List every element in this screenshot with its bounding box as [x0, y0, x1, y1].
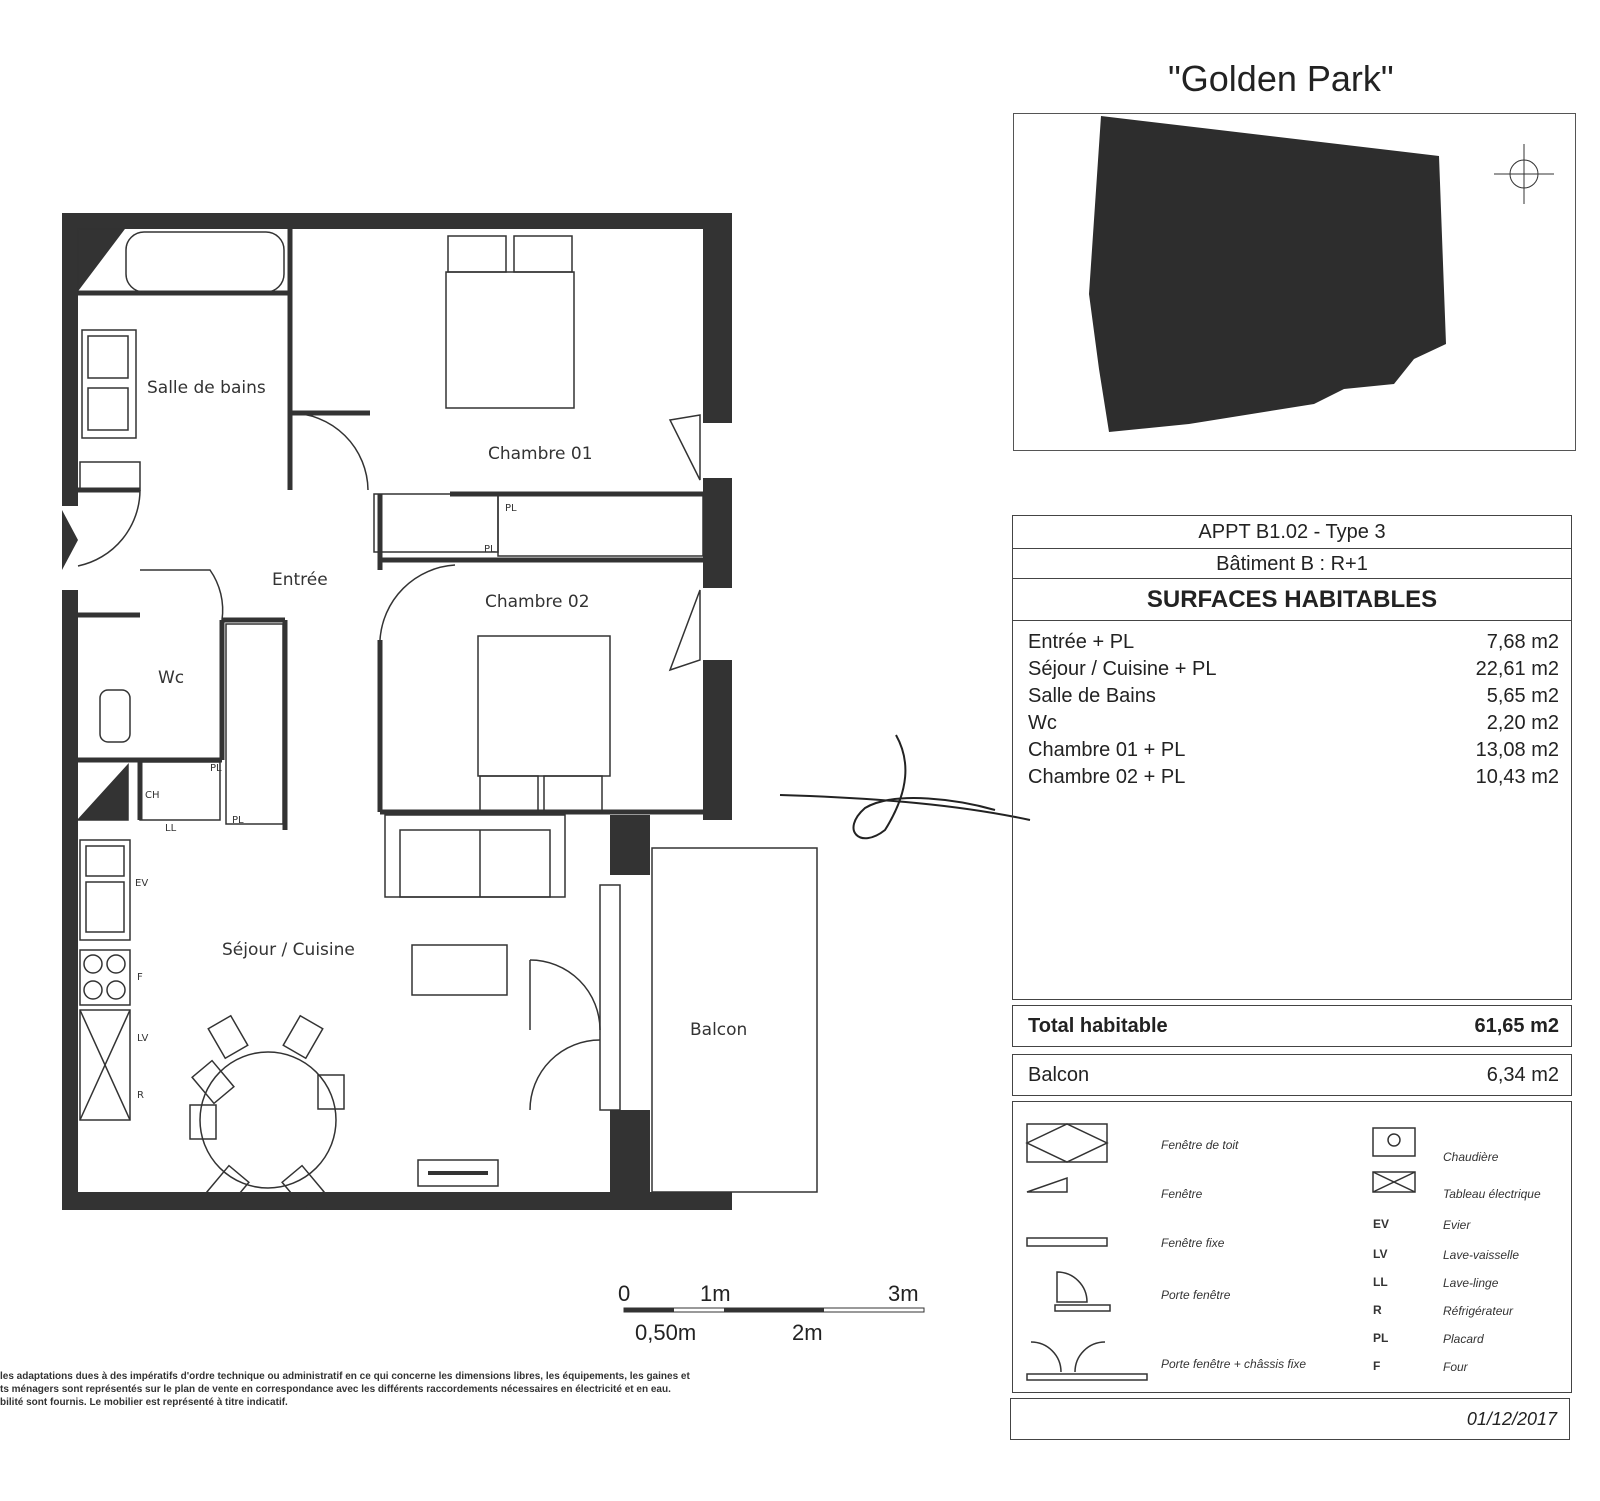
legend-tableau-electrique: Tableau électrique: [1443, 1187, 1541, 1201]
scale-label-0: 0: [618, 1281, 631, 1306]
room-label-balcon: Balcon: [690, 1020, 748, 1040]
french-window-fixed-frame-symbol-icon: [1027, 1342, 1147, 1380]
project-title: "Golden Park": [1168, 58, 1394, 99]
bed-chambre-01: [446, 272, 574, 408]
legend-chaudiere: Chaudière: [1443, 1150, 1499, 1164]
electrical-panel-symbol-icon: [1373, 1172, 1415, 1192]
room-label-entree: Entrée: [272, 570, 328, 590]
total-value: 61,65 m2: [1474, 1015, 1559, 1037]
bed-chambre-02: [478, 636, 610, 776]
total-label: Total habitable: [1028, 1015, 1168, 1037]
plan-mark-pl-4: PL: [232, 815, 244, 826]
surface-name: Entrée + PL: [1028, 631, 1135, 653]
legend-abbr-label: Réfrigérateur: [1443, 1304, 1514, 1318]
disclaimer-text: [0, 1370, 930, 1409]
boiler-symbol-icon: [1373, 1128, 1415, 1156]
legend-abbr: LV: [1373, 1247, 1388, 1261]
legend-abbr-label: Four: [1443, 1360, 1468, 1374]
balcon-label: Balcon: [1028, 1064, 1090, 1086]
plan-mark-ll: LL: [165, 823, 177, 834]
room-label-sejour-cuisine: Séjour / Cuisine: [222, 940, 355, 960]
legend: [1012, 1101, 1572, 1393]
plan-mark-pl-1: PL: [505, 503, 517, 514]
plan-mark-f: F: [137, 972, 143, 983]
bathtub: [126, 232, 284, 292]
legend-abbr: R: [1373, 1303, 1382, 1317]
balcon-value: 6,34 m2: [1486, 1064, 1559, 1086]
legend-abbr: PL: [1373, 1331, 1389, 1345]
french-window-symbol-icon: [1055, 1272, 1110, 1311]
surface-table: [1012, 515, 1572, 1000]
plan-mark-r: R: [137, 1090, 144, 1101]
plan-date: 01/12/2017: [1466, 1409, 1557, 1429]
surface-name: Séjour / Cuisine + PL: [1028, 658, 1217, 680]
scale-label-2m: 2m: [792, 1320, 823, 1345]
date-row: [1010, 1398, 1570, 1440]
surface-value: 2,20 m2: [1486, 712, 1559, 734]
legend-abbr-label: Evier: [1443, 1218, 1471, 1232]
site-map: [1013, 113, 1576, 451]
legend-abbr: F: [1373, 1359, 1381, 1373]
appt-reference: APPT B1.02 - Type 3: [1013, 516, 1571, 549]
disclaimer-line-3: bilité sont fournis. Le mobilier est représenté à titre indicatif.: [0, 1397, 288, 1408]
surface-value: 10,43 m2: [1475, 766, 1559, 788]
legend-fenetre-fixe: Fenêtre fixe: [1161, 1236, 1225, 1250]
legend-fenetre-toit: Fenêtre de toit: [1161, 1138, 1239, 1152]
legend-abbr: LL: [1373, 1275, 1388, 1289]
window-symbol-icon: [1027, 1178, 1067, 1192]
plan-mark-pl-3: PL: [210, 763, 222, 774]
surface-value: 13,08 m2: [1475, 739, 1559, 761]
plan-mark-lv: LV: [137, 1033, 149, 1044]
plan-mark-ch: CH: [145, 790, 160, 801]
surface-value: 5,65 m2: [1486, 685, 1559, 707]
surfaces-heading: SURFACES HABITABLES: [1013, 579, 1571, 621]
legend-porte-fenetre-chassis: Porte fenêtre + châssis fixe: [1161, 1357, 1307, 1371]
fixed-window-symbol-icon: [1027, 1238, 1107, 1246]
skylight-symbol-icon: [1027, 1124, 1107, 1162]
exterior-walls: [62, 213, 732, 1210]
disclaimer-line-1: les adaptations dues à des impératifs d'ordre technique ou administratif en ce qui concerne les dimensions libres, les équipements, les gaines et: [0, 1371, 690, 1382]
plan-mark-ev: EV: [135, 878, 149, 889]
dining-table: [200, 1052, 336, 1188]
room-label-wc: Wc: [158, 668, 185, 688]
scale-label-3m: 3m: [888, 1281, 919, 1306]
surface-value: 7,68 m2: [1486, 631, 1559, 653]
legend-abbr-label: Lave-vaisselle: [1443, 1248, 1520, 1262]
scale-label-1m: 1m: [700, 1281, 731, 1306]
total-habitable-row: [1012, 1005, 1572, 1047]
balcon-row: [1012, 1054, 1572, 1096]
plan-mark-pl-2: PL: [484, 544, 496, 555]
room-label-chambre-02: Chambre 02: [485, 592, 590, 612]
scale-bar: [620, 1300, 930, 1320]
scale-label-half-m: 0,50m: [635, 1320, 697, 1345]
room-label-chambre-01: Chambre 01: [488, 444, 593, 464]
surface-name: Wc: [1028, 712, 1057, 734]
room-label-salle-de-bains: Salle de bains: [147, 378, 266, 398]
compass-icon: [1494, 144, 1554, 204]
disclaimer-line-2: ts ménagers sont représentés sur le plan de vente en correspondance avec les différents raccordements nécessaires en électricité et en eau.: [0, 1384, 671, 1395]
batiment-label: Bâtiment B : R+1: [1013, 549, 1571, 579]
surface-name: Chambre 02 + PL: [1028, 766, 1186, 788]
legend-abbr: EV: [1373, 1217, 1390, 1231]
surface-name: Chambre 01 + PL: [1028, 739, 1186, 761]
surface-value: 22,61 m2: [1475, 658, 1559, 680]
surface-name: Salle de Bains: [1028, 685, 1156, 707]
sofa: [385, 815, 565, 897]
legend-abbr-label: Placard: [1443, 1332, 1484, 1346]
floor-plan: [0, 0, 940, 1250]
legend-porte-fenetre: Porte fenêtre: [1161, 1288, 1231, 1302]
legend-abbr-label: Lave-linge: [1443, 1276, 1499, 1290]
legend-fenetre: Fenêtre: [1161, 1187, 1203, 1201]
